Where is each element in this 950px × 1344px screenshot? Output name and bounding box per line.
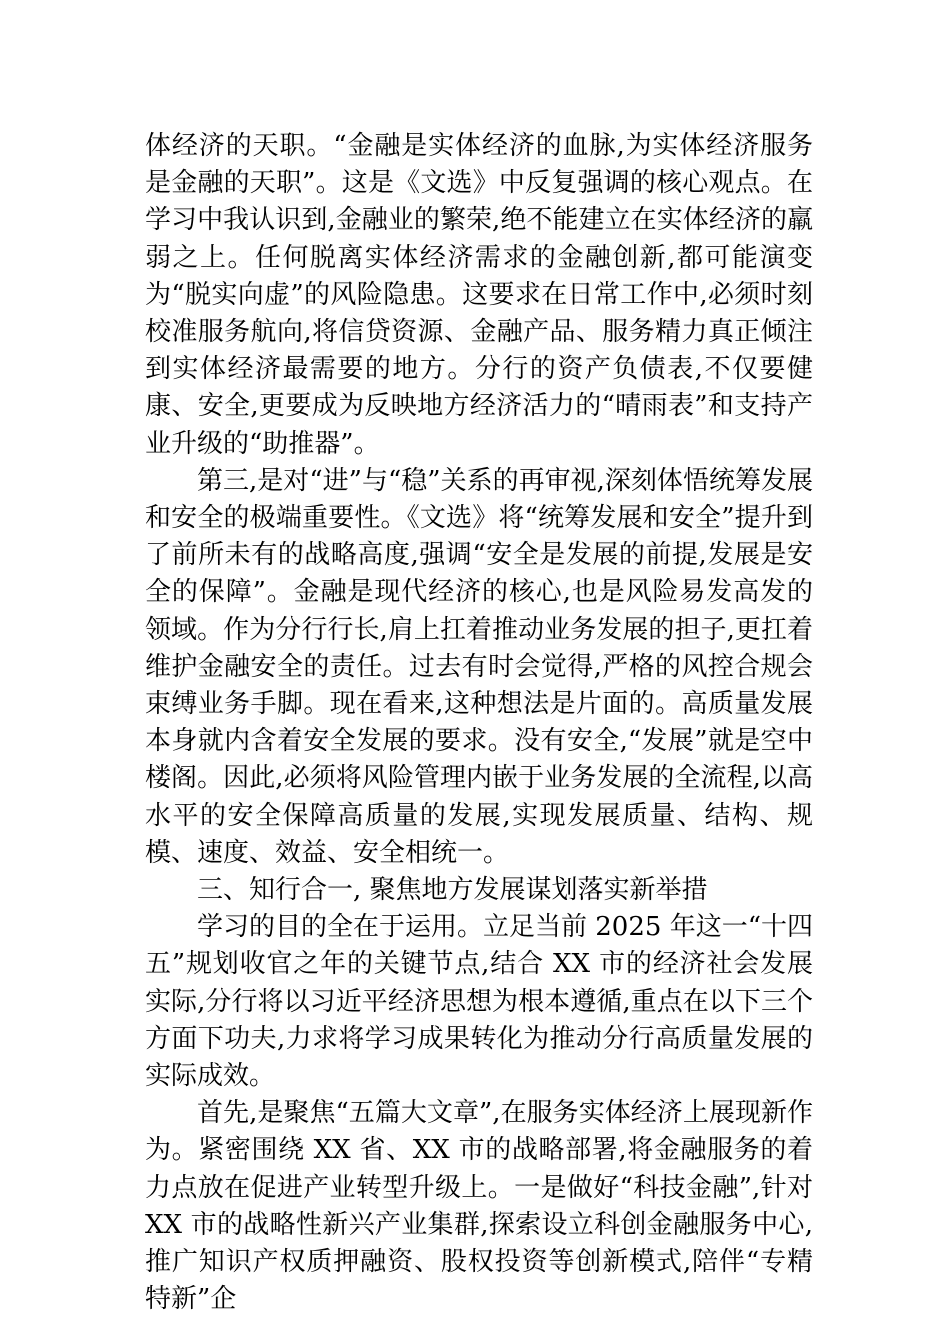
paragraph-application: 学习的目的全在于运用。立足当前 2025 年这一“十四五”规划收官之年的关键节点,结合 XX 市的经济社会发展实际,分行将以习近平经济思想为根本遵循,重点在以下三个方面下功夫,力求将学习成果转化为推动分行高质量发展的实际成效。: [145, 912, 813, 1092]
paragraph-real-economy: 体经济的天职。“金融是实体经济的血脉,为实体经济服务是金融的天职”。这是《文选》中反复强调的核心观点。在学习中我认识到,金融业的繁荣,绝不能建立在实体经济的羸弱之上。任何脱离实体经济需求的金融创新,都可能演变为“脱实向虚”的风险隐患。这要求在日常工作中,必须时刻校准服务航向,将信贷资源、金融产品、服务精力真正倾注到实体经济最需要的地方。分行的资产负债表,不仅要健康、安全,更要成为反映地方经济活力的“晴雨表”和支持产业升级的“助推器”。: [145, 131, 813, 459]
document-body: [145, 128, 813, 1319]
section-heading-three: 三、知行合一, 聚焦地方发展谋划落实新举措: [197, 875, 708, 906]
paragraph-development-security: 第三,是对“进”与“稳”关系的再审视,深刻体悟统筹发展和安全的极端重要性。《文选》将“统筹发展和安全”提升到了前所未有的战略高度,强调“安全是发展的前提,发展是安全的保障”。金融是现代经济的核心,也是风险易发高发的领域。作为分行行长,肩上扛着推动业务发展的担子,更扛着维护金融安全的责任。过去有时会觉得,严格的风控合规会束缚业务手脚。现在看来,这种想法是片面的。高质量发展本身就内含着安全发展的要求。没有安全,“发展”就是空中楼阁。因此,必须将风险管理内嵌于业务发展的全流程,以高水平的安全保障高质量的发展,实现发展质量、结构、规模、速度、效益、安全相统一。: [145, 465, 813, 868]
paragraph-five-articles: 首先,是聚焦“五篇大文章”,在服务实体经济上展现新作为。紧密围绕 XX 省、XX 市的战略部署,将金融服务的着力点放在促进产业转型升级上。一是做好“科技金融”,针对 XX 市的战略性新兴产业集群,探索设立科创金融服务中心,推广知识产权质押融资、股权投资等创新模式,陪伴“专精特新”企: [145, 1098, 813, 1315]
